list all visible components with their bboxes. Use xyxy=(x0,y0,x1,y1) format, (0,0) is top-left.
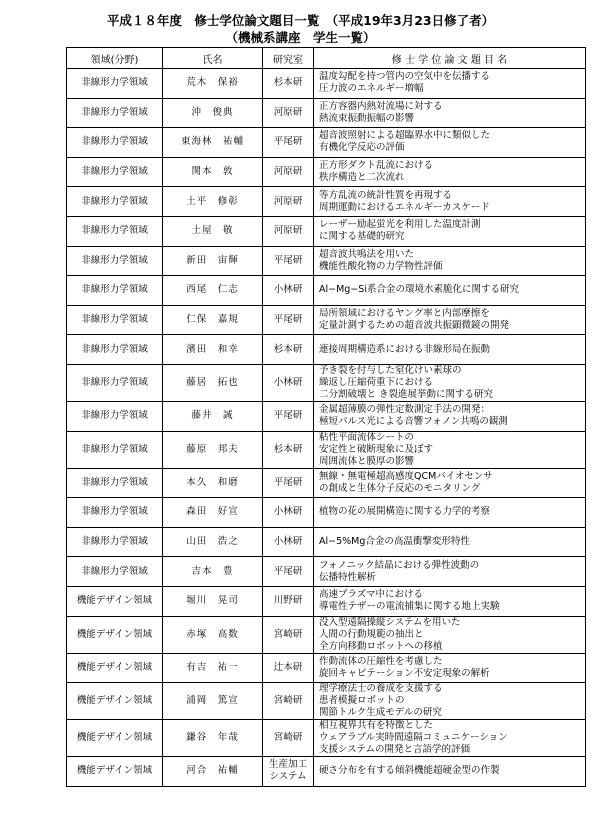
cell-name: 浦岡 篤宣 xyxy=(163,683,263,720)
cell-lab: 平尾研 xyxy=(263,246,314,276)
cell-lab: 杉本研 xyxy=(263,335,314,365)
cell-thesis-title xyxy=(314,216,586,246)
cell-name: 吉本 豊 xyxy=(163,557,263,587)
cell-thesis-title xyxy=(314,128,586,158)
thesis-title-line: 関節トルク生成モデルの研究 xyxy=(319,707,442,719)
cell-lab: 小林研 xyxy=(263,527,314,557)
cell-thesis-title xyxy=(314,498,586,528)
cell-field: 非線形力学領域 xyxy=(67,216,163,246)
header-field: 領域(分野) xyxy=(67,48,163,69)
thesis-title-line: 没入型遠隔操縦システムを用いた xyxy=(319,616,461,628)
table-row xyxy=(67,401,586,431)
cell-thesis-title xyxy=(314,468,586,498)
table-row xyxy=(67,157,586,187)
cell-lab: 辻本研 xyxy=(263,653,314,683)
thesis-title-line: 超音波照射による超臨界水中に類似した xyxy=(319,130,491,142)
cell-field: 機能デザイン領域 xyxy=(67,616,163,653)
thesis-table xyxy=(66,47,586,787)
thesis-title-line: 正方形ダクト乱流における xyxy=(319,160,434,172)
cell-lab: 杉本研 xyxy=(263,431,314,468)
cell-lab: 河原研 xyxy=(263,187,314,217)
thesis-title-line: 二分割破壊と き裂進展挙動に関する研究 xyxy=(319,388,494,400)
cell-lab-line: システム xyxy=(269,771,307,783)
cell-thesis-title xyxy=(314,431,586,468)
cell-lab xyxy=(263,757,314,787)
cell-field: 非線形力学領域 xyxy=(67,246,163,276)
header-row xyxy=(67,48,586,69)
cell-lab: 小林研 xyxy=(263,364,314,401)
table-row xyxy=(67,69,586,99)
cell-field: 機能デザイン領域 xyxy=(67,653,163,683)
cell-field: 非線形力学領域 xyxy=(67,527,163,557)
table-row xyxy=(67,128,586,158)
cell-field: 非線形力学領域 xyxy=(67,157,163,187)
cell-field: 非線形力学領域 xyxy=(67,431,163,468)
cell-thesis-title xyxy=(314,305,586,335)
cell-thesis-title xyxy=(314,527,586,557)
table-row xyxy=(67,757,586,787)
cell-lab: 小林研 xyxy=(263,498,314,528)
thesis-title-line: 相互視界共有を特徴とした xyxy=(319,720,434,732)
thesis-title-line: 安定性と破断現象に及ぼす xyxy=(319,443,434,455)
cell-lab: 平尾研 xyxy=(263,128,314,158)
cell-name: 森田 好宣 xyxy=(163,498,263,528)
cell-name: 荒木 保裕 xyxy=(163,69,263,99)
table-row xyxy=(67,527,586,557)
cell-name: 東海林 祐輔 xyxy=(163,128,263,158)
cell-thesis-title xyxy=(314,98,586,128)
thesis-title-line: 繰返し圧縮荷重下における xyxy=(319,376,434,388)
thesis-title-line: Al−5%Mg合金の高温衝撃変形特性 xyxy=(319,536,470,548)
thesis-title-line: の創成と生体分子反応のモニタリング xyxy=(319,482,481,494)
cell-lab: 平尾研 xyxy=(263,305,314,335)
cell-name: 新田 宙輝 xyxy=(163,246,263,276)
cell-thesis-title xyxy=(314,187,586,217)
thesis-title-line: レーザー励起蛍光を利用した温度計測 xyxy=(319,219,481,231)
thesis-title-line: 硬さ分布を有する傾斜機能超硬金型の作製 xyxy=(319,765,500,777)
cell-lab: 平尾研 xyxy=(263,557,314,587)
thesis-title-line: 金属超薄膜の弾性定数測定手法の開発： xyxy=(319,404,491,416)
thesis-title-line: 正方容器内熱対流場に対する xyxy=(319,100,443,112)
table-row xyxy=(67,498,586,528)
cell-lab: 宮崎研 xyxy=(263,683,314,720)
thesis-title-line: 秩序構造と二次流れ xyxy=(319,172,405,184)
cell-field: 非線形力学領域 xyxy=(67,468,163,498)
cell-lab: 宮崎研 xyxy=(263,720,314,757)
thesis-title-line: 機能性酸化物の力学物性評価 xyxy=(319,260,443,272)
header-name: 氏名 xyxy=(163,48,263,69)
thesis-title-line: 高速プラズマ中における xyxy=(319,589,424,601)
table-row xyxy=(67,216,586,246)
cell-thesis-title xyxy=(314,683,586,720)
document-subtitle: （機械系講座 学生一覧） xyxy=(225,30,376,45)
cell-name: 土平 修彰 xyxy=(163,187,263,217)
cell-name: 沖 俊典 xyxy=(163,98,263,128)
thesis-title-line: に関する基礎的研究 xyxy=(319,231,405,243)
cell-thesis-title xyxy=(314,401,586,431)
cell-field: 非線形力学領域 xyxy=(67,69,163,99)
thesis-title-line: 周囲流体と膜厚の影響 xyxy=(319,455,415,467)
table-row xyxy=(67,335,586,365)
cell-name: 藤井 誠 xyxy=(163,401,263,431)
thesis-title-line: ウェアラブル実時間遠隔コミュニケーション xyxy=(319,732,508,744)
thesis-title-line: 無線・無電極超高感度QCMバイオセンサ xyxy=(319,470,493,482)
thesis-title-line: 連接周期構造系における非線形局在振動 xyxy=(319,343,491,355)
thesis-title-line: 有機化学反応の評価 xyxy=(319,142,405,154)
cell-thesis-title xyxy=(314,364,586,401)
thesis-title-line: 伝播特性解析 xyxy=(319,571,377,583)
thesis-title-line: 粘性平面流体シートの xyxy=(319,431,415,443)
thesis-title-line: 温度勾配を持つ管内の空気中を伝播する xyxy=(319,71,491,83)
cell-thesis-title xyxy=(314,276,586,306)
cell-field: 機能デザイン領域 xyxy=(67,586,163,616)
table-row xyxy=(67,98,586,128)
table-row xyxy=(67,431,586,468)
table-row xyxy=(67,276,586,306)
cell-name: 藤居 拓也 xyxy=(163,364,263,401)
cell-name: 濱田 和幸 xyxy=(163,335,263,365)
cell-thesis-title xyxy=(314,335,586,365)
thesis-title-line: 局所領域におけるヤング率と内部摩擦を xyxy=(319,308,490,320)
table-body xyxy=(67,69,586,787)
thesis-title-line: 旋回キャビテーション不安定現象の解析 xyxy=(319,667,490,679)
cell-thesis-title xyxy=(314,246,586,276)
table-row xyxy=(67,653,586,683)
cell-lab: 河原研 xyxy=(263,216,314,246)
cell-lab: 川野研 xyxy=(263,586,314,616)
table-row xyxy=(67,720,586,757)
cell-lab: 河原研 xyxy=(263,157,314,187)
cell-field: 機能デザイン領域 xyxy=(67,720,163,757)
thesis-title-line: 熱流束振動振幅の影響 xyxy=(319,112,415,124)
cell-field: 非線形力学領域 xyxy=(67,401,163,431)
cell-lab-line: 生産加工 xyxy=(268,759,307,771)
cell-name: 藤原 邦夫 xyxy=(163,431,263,468)
cell-name: 本久 和磨 xyxy=(163,468,263,498)
cell-field: 機能デザイン領域 xyxy=(67,683,163,720)
thesis-title-line: 導電性テザーの電流捕集に関する地上実験 xyxy=(319,601,500,613)
cell-lab: 杉本研 xyxy=(263,69,314,99)
cell-name: 山田 浩之 xyxy=(163,527,263,557)
table-row xyxy=(67,246,586,276)
thesis-title-line: 植物の花の展開構造に関する力学的考察 xyxy=(319,506,491,518)
table-row xyxy=(67,364,586,401)
cell-name: 西尾 仁志 xyxy=(163,276,263,306)
thesis-title-line: 超音波共鳴法を用いた xyxy=(319,248,415,260)
thesis-title-line: 支援システムの開発と言語学的評価 xyxy=(319,744,471,756)
thesis-title-line: Al−Mg−Si系合金の環境水素脆化に関する研究 xyxy=(319,284,519,296)
thesis-title-line: フォノニック結晶における弾性波動の xyxy=(319,559,480,571)
cell-lab: 平尾研 xyxy=(263,401,314,431)
cell-name: 有吉 祐一 xyxy=(163,653,263,683)
thesis-title-line: 極短パルス光による音響フォノン共鳴の観測 xyxy=(319,416,508,428)
cell-thesis-title xyxy=(314,557,586,587)
thesis-title-line: 等方乱流の統計性質を再現する xyxy=(319,189,453,201)
thesis-title-line: 理学療法士の養成を支援する xyxy=(319,683,443,695)
cell-name: 堀川 晃司 xyxy=(163,586,263,616)
table-row xyxy=(67,187,586,217)
cell-thesis-title xyxy=(314,69,586,99)
cell-name: 河合 祐輔 xyxy=(163,757,263,787)
thesis-title-line: 予き裂を付与した窒化けい素球の xyxy=(319,364,462,376)
cell-thesis-title xyxy=(314,157,586,187)
cell-lab: 平尾研 xyxy=(263,468,314,498)
cell-lab: 宮崎研 xyxy=(263,616,314,653)
cell-lab: 小林研 xyxy=(263,276,314,306)
cell-field: 非線形力学領域 xyxy=(67,98,163,128)
thesis-title-line: 圧力波のエネルギー増幅 xyxy=(319,83,424,95)
thesis-title-line: 人間の行動規範の抽出と xyxy=(319,628,424,640)
table-row xyxy=(67,586,586,616)
cell-name: 関本 敦 xyxy=(163,157,263,187)
cell-thesis-title xyxy=(314,616,586,653)
cell-field: 非線形力学領域 xyxy=(67,187,163,217)
thesis-title-line: 定量計測するための超音波共振顕微鏡の開発 xyxy=(319,320,510,332)
table-row xyxy=(67,468,586,498)
header-title: 修 士 学 位 論 文 題 目 名 xyxy=(314,48,586,69)
cell-name: 仁保 嘉規 xyxy=(163,305,263,335)
cell-field: 非線形力学領域 xyxy=(67,557,163,587)
cell-thesis-title xyxy=(314,720,586,757)
table-row xyxy=(67,683,586,720)
table-row xyxy=(67,616,586,653)
document-title: 平成１８年度 修士学位論文題目一覧 （平成19年3月23日修了者） xyxy=(106,13,495,28)
cell-name: 鎌谷 年哉 xyxy=(163,720,263,757)
thesis-title-line: 作動流体の圧縮性を考慮した xyxy=(319,655,443,667)
table-row xyxy=(67,305,586,335)
cell-name: 赤塚 高数 xyxy=(163,616,263,653)
table-row xyxy=(67,557,586,587)
cell-thesis-title xyxy=(314,757,586,787)
header-lab: 研究室 xyxy=(263,48,314,69)
cell-lab: 河原研 xyxy=(263,98,314,128)
cell-field: 機能デザイン領域 xyxy=(67,757,163,787)
cell-field: 非線形力学領域 xyxy=(67,305,163,335)
thesis-title-line: 患者模擬ロボットの xyxy=(319,695,405,707)
cell-field: 非線形力学領域 xyxy=(67,128,163,158)
cell-thesis-title xyxy=(314,586,586,616)
cell-field: 非線形力学領域 xyxy=(67,276,163,306)
thesis-title-line: 周期運動におけるエネルギーカスケード xyxy=(319,201,490,213)
cell-name: 土屋 敬 xyxy=(163,216,263,246)
cell-thesis-title xyxy=(314,653,586,683)
cell-field: 非線形力学領域 xyxy=(67,498,163,528)
cell-field: 非線形力学領域 xyxy=(67,364,163,401)
cell-field: 非線形力学領域 xyxy=(67,335,163,365)
thesis-title-line: 全方向移動ロボットへの移植 xyxy=(319,640,443,652)
